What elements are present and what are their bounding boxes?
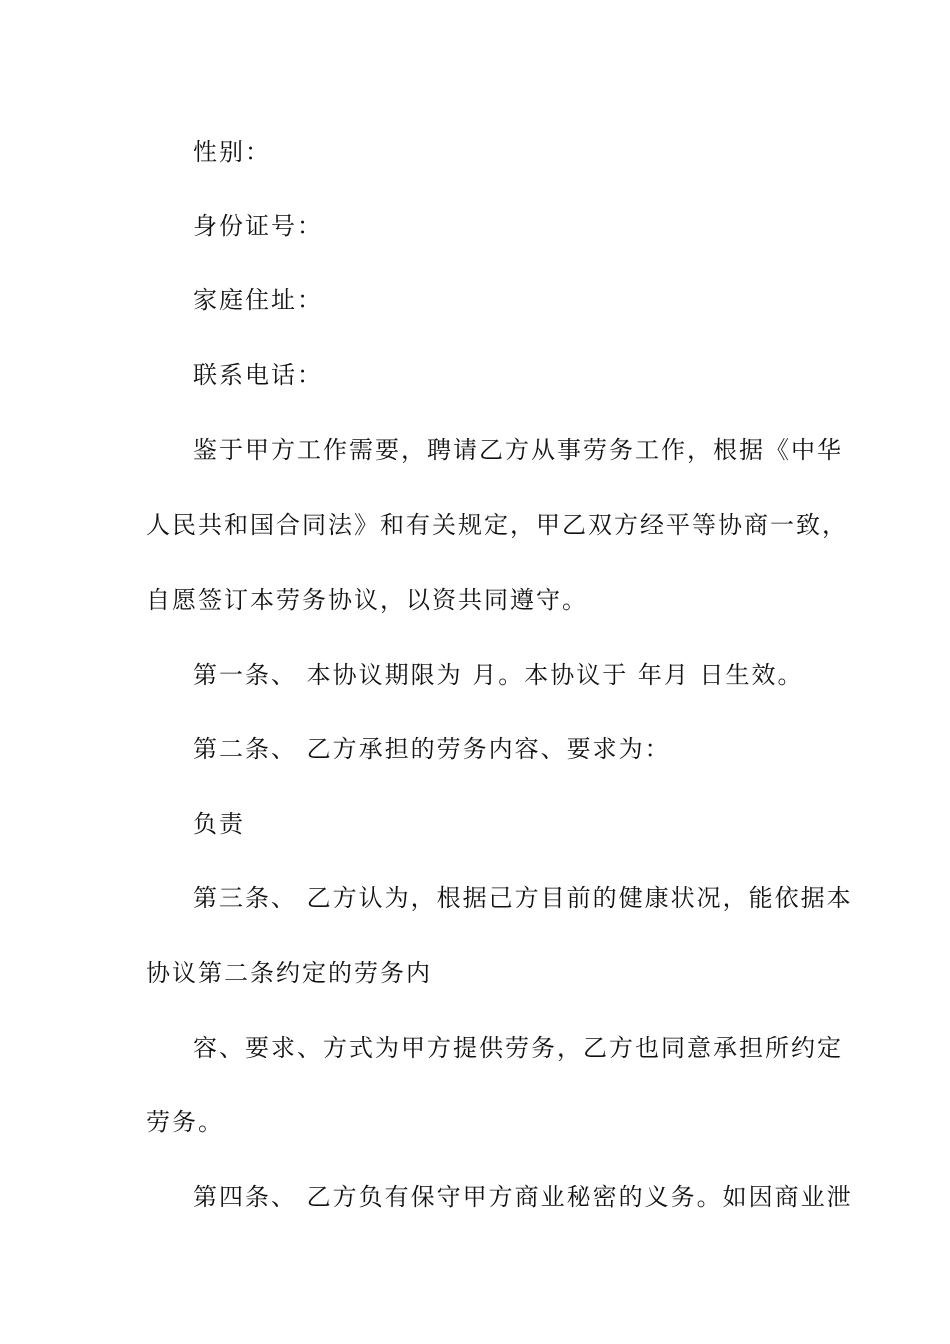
article-4-line-1: 第四条、 乙方负有保守甲方商业秘密的义务。如因商业泄 — [193, 1183, 853, 1211]
preamble-line-2: 人民共和国合同法》和有关规定，甲乙双方经平等协商一致， — [146, 511, 848, 539]
article-2: 第二条、 乙方承担的劳务内容、要求为： — [193, 735, 671, 763]
article-3-line-3: 容、要求、方式为甲方提供劳务，乙方也同意承担所约定 — [193, 1034, 843, 1062]
article-3-line-1: 第三条、 乙方认为，根据己方目前的健康状况，能依据本 — [193, 884, 853, 912]
article-1: 第一条、 本协议期限为 月。本协议于 年月 日生效。 — [193, 661, 804, 689]
field-phone-label: 联系电话： — [193, 361, 323, 389]
field-id-number-label: 身份证号： — [193, 212, 323, 240]
article-3-line-2: 协议第二条约定的劳务内 — [146, 959, 432, 987]
preamble-line-1: 鉴于甲方工作需要，聘请乙方从事劳务工作，根据《中华 — [193, 436, 843, 464]
article-2-detail: 负责 — [193, 810, 245, 838]
article-3-line-4: 劳务。 — [146, 1108, 224, 1136]
preamble-line-3: 自愿签订本劳务协议，以资共同遵守。 — [146, 586, 588, 614]
field-gender-label: 性别： — [193, 138, 271, 166]
field-home-address-label: 家庭住址： — [193, 286, 323, 314]
